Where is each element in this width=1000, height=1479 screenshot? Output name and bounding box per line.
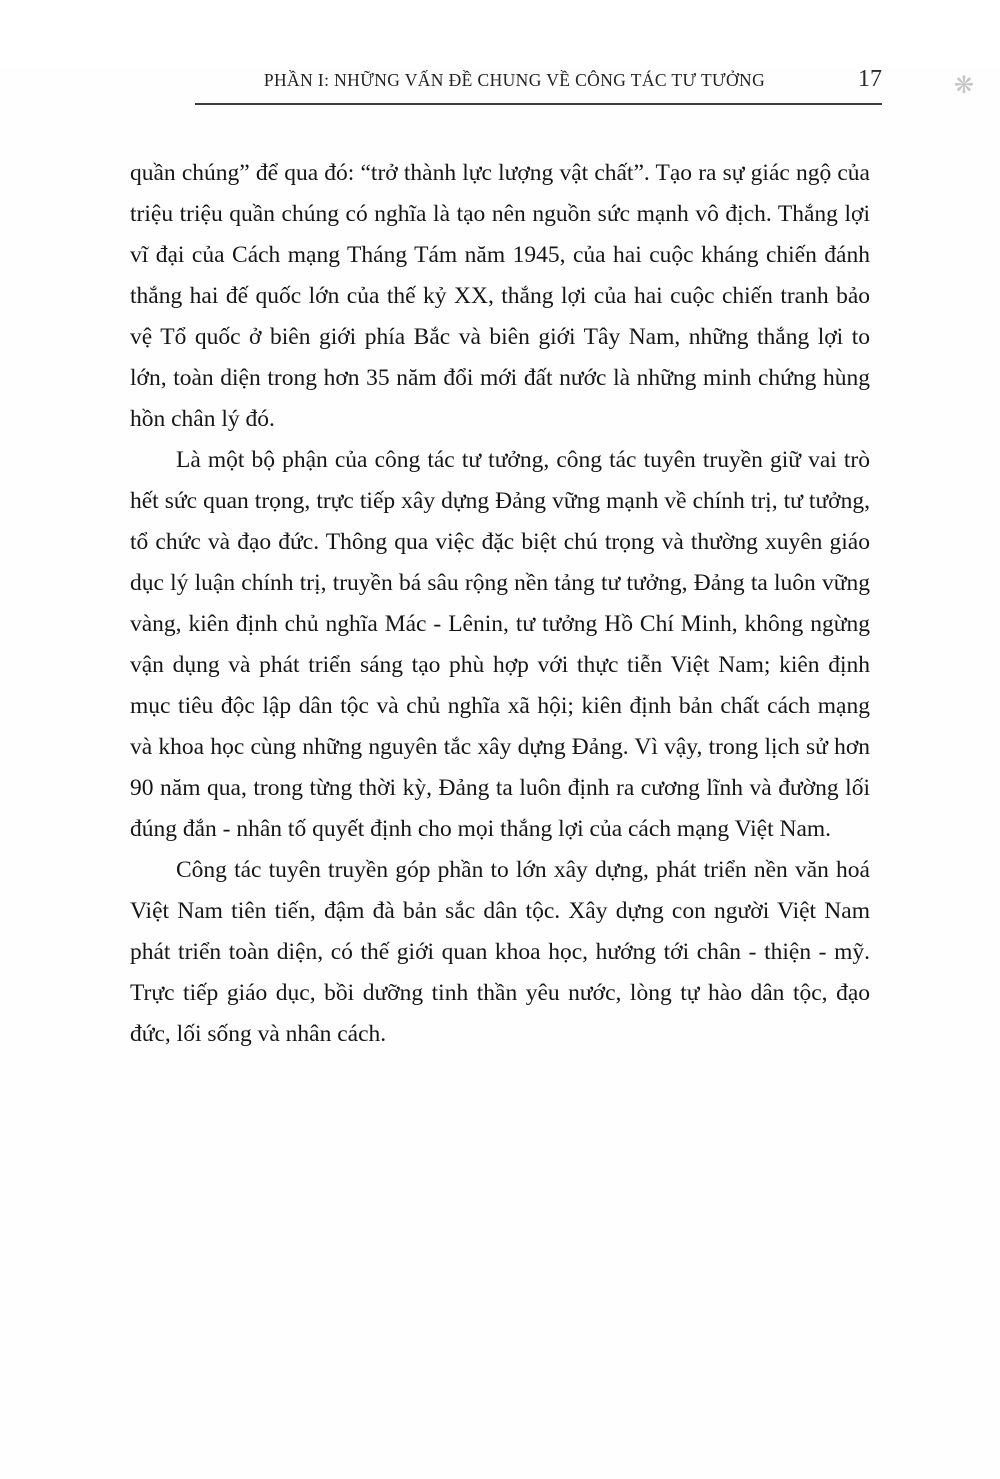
page-body bbox=[130, 153, 870, 1055]
page-header bbox=[195, 66, 882, 105]
page-number: 17 bbox=[858, 66, 882, 92]
book-page bbox=[0, 66, 1000, 1479]
paragraph: Là một bộ phận của công tác tư tưởng, công tác tuyên truyền giữ vai trò hết sức quan trọng, trực tiếp xây dựng Đảng vững mạnh về chính trị, tư tưởng, tổ chức và đạo đức. Thông qua việc đặc biệt chú trọng và thường xuyên giáo dục lý luận chính trị, truyền bá sâu rộng nền tảng tư tưởng, Đảng ta luôn vững vàng, kiên định chủ nghĩa Mác - Lênin, tư tưởng Hồ Chí Minh, không ngừng vận dụng và phát triển sáng tạo phù hợp với thực tiễn Việt Nam; kiên định mục tiêu độc lập dân tộc và chủ nghĩa xã hội; kiên định bản chất cách mạng và khoa học cùng những nguyên tắc xây dựng Đảng. Vì vậy, trong lịch sử hơn 90 năm qua, trong từng thời kỳ, Đảng ta luôn định ra cương lĩnh và đường lối đúng đắn - nhân tố quyết định cho mọi thắng lợi của cách mạng Việt Nam. bbox=[130, 447, 870, 842]
paragraph: Công tác tuyên truyền góp phần to lớn xây dựng, phát triển nền văn hoá Việt Nam tiên tiến, đậm đà bản sắc dân tộc. Xây dựng con người Việt Nam phát triển toàn diện, có thế giới quan khoa học, hướng tới chân - thiện - mỹ. Trực tiếp giáo dục, bồi dưỡng tinh thần yêu nước, lòng tự hào dân tộc, đạo đức, lối sống và nhân cách. bbox=[130, 857, 870, 1047]
flower-ornament-icon: ❋ bbox=[953, 73, 974, 99]
paragraph-continuation: quần chúng” để qua đó: “trở thành lực lượng vật chất”. Tạo ra sự giác ngộ của triệu triệu quần chúng có nghĩa là tạo nên nguồn sức mạnh vô địch. Thắng lợi vĩ đại của Cách mạng Tháng Tám năm 1945, của hai cuộc kháng chiến đánh thắng hai đế quốc lớn của thế kỷ XX, thắng lợi của hai cuộc chiến tranh bảo vệ Tổ quốc ở biên giới phía Bắc và biên giới Tây Nam, những thắng lợi to lớn, toàn diện trong hơn 35 năm đổi mới đất nước là những minh chứng hùng hồn chân lý đó. bbox=[130, 160, 870, 432]
running-head-title: PHẦN I: NHỮNG VẤN ĐỀ CHUNG VỀ CÔNG TÁC TƯ TƯỞNG bbox=[263, 70, 766, 90]
